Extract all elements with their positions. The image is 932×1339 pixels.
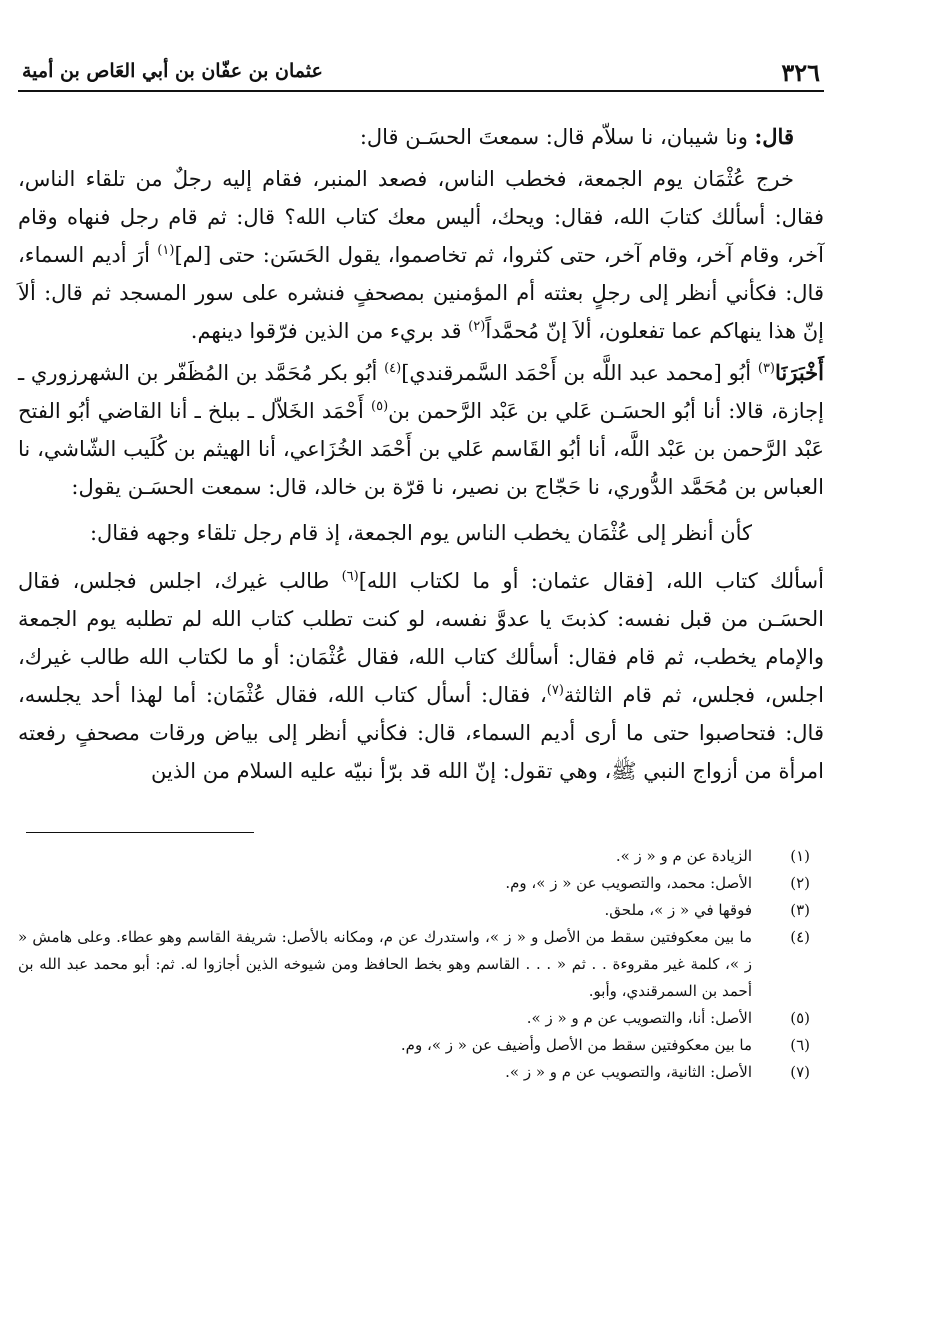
paragraph-text: ، فقال: أسأل كتاب الله، فقال عُثْمَان: أما لهذا أحد يجلسه، قال: فتحاصبوا حتى ما أرى أديم السماء، قال: فكأني أنظر إلى بياض ورقات مصحفٍ رفعته امرأة من أزواج النبي ﷺ، وهي تقول: إنّ الله قد برّأ نبيّه عليه السلام من الذين xyxy=(18,683,824,783)
footnote-number: (٢) xyxy=(790,874,810,892)
paragraph-text: خرج عُثْمَان يوم الجمعة، فخطب الناس، فصعد المنبر، فقام إليه رجلٌ من تلقاء الناس، فقال: أسألك كتابَ الله، فقال: ويحك، أليس معك كتاب الله؟ قال: ثم قام رجل فنهاه وقام آخر، وقام آخر، وقام آخر، حتى كثروا، ثم تخاصموا، يقول الحَسَن: حتى [لم] xyxy=(18,167,824,267)
paragraph-text: طالب غيرك، اجلس فجلس، فقال الحسَـن من قبل نفسه: كذبتَ يا عدوَّ نفسه، لو كنت تطلب كتاب الله لم تطلبه يوم الجمعة والإمام يخطب، ثم قام فقال: أسألك كتاب الله، فقال عُثْمَان: أو ما لكتاب الله طالب غيرك، اجلس، فجلس، ثم قام الثالثة xyxy=(18,569,824,707)
footnote-number: (١) xyxy=(790,847,810,865)
footnote-ref-4[interactable]: (٤) xyxy=(384,361,402,376)
footnote-item xyxy=(18,1059,824,1086)
footnote-text: الزيادة عن م و « ز ». xyxy=(615,847,752,865)
paragraph-text: أبُو بكر مُحَمَّد بن المُظَفّر بن الشهرزوري ـ إجازة، قالا: أنا أبُو الحسَـن عَلي بن عَبْد الرَّحمن بن xyxy=(18,361,824,423)
main-text xyxy=(18,118,824,790)
paragraph-text: أبُو [محمد عبد اللَّه بن أَحْمَد السَّمرقندي] xyxy=(401,361,758,385)
footnote-text: الأصل: محمد، والتصويب عن « ز »، وم. xyxy=(505,874,752,892)
page-header xyxy=(18,50,824,92)
running-title: عثمان بن عفّان بن أبي العَاص بن أمية xyxy=(22,60,323,82)
footnote-ref-2[interactable]: (٢) xyxy=(468,319,486,334)
paragraph-lead: أَخْبَرَنَا xyxy=(775,360,824,385)
paragraph-5 xyxy=(18,562,824,790)
footnote-number: (٤) xyxy=(790,928,810,946)
paragraph-lead: قال: xyxy=(754,124,794,149)
footnote-item xyxy=(18,870,824,897)
paragraph-text: كأن أنظر إلى عُثْمَان يخطب الناس يوم الجمعة، إذ قام رجل تلقاء وجهه فقال: xyxy=(89,521,753,545)
paragraph-1 xyxy=(18,118,824,156)
footnote-item xyxy=(18,924,824,1005)
paragraph-3 xyxy=(18,354,824,506)
footnote-divider xyxy=(26,832,254,833)
footnote-ref-3[interactable]: (٣) xyxy=(757,361,775,376)
page-number: ٣٢٦ xyxy=(781,58,820,87)
footnote-item xyxy=(18,843,824,870)
paragraph-4 xyxy=(18,514,824,552)
footnote-item xyxy=(18,1005,824,1032)
footnote-ref-5[interactable]: (٥) xyxy=(371,399,389,414)
page xyxy=(18,50,824,1086)
footnote-number: (٦) xyxy=(790,1036,810,1054)
footnote-ref-6[interactable]: (٦) xyxy=(341,569,359,584)
paragraph-text: أرَ أديم السماء، قال: فكأني أنظر إلى رجلٍ بعثته أم المؤمنين بمصحفٍ فنشره على سور المسجد ثم قال: ألاَ إنّ هذا ينهاكم عما تفعلون، ألاَ إنّ مُحمَّداً xyxy=(18,243,824,343)
paragraph-2 xyxy=(18,160,824,350)
footnote-text: الأصل: أنا، والتصويب عن م و « ز ». xyxy=(526,1009,752,1027)
paragraph-text: قد بريء من الذين فرّقوا دينهم. xyxy=(190,319,469,343)
footnote-text: ما بين معكوفتين سقط من الأصل وأضيف عن « ز »، وم. xyxy=(400,1036,752,1054)
footnote-number: (٣) xyxy=(790,901,810,919)
footnote-ref-7[interactable]: (٧) xyxy=(546,683,564,698)
paragraph-text: أَحْمَد الخَلاّل ـ ببلخ ـ أنا القاضي أبُو الفتح عَبْد الرَّحمن بن عَبْد اللَّه، أنا أبُو القَاسم عَلي بن أَحْمَد الخُزَاعي، أنا الهيثم بن كُلَيب الشّاشي، نا العباس بن مُحَمَّد الدُّوري، نا حَجّاج بن نصير، نا قرّة بن خالد، قال: سمعت الحسَـن يقول: xyxy=(18,399,824,499)
footnotes xyxy=(18,843,824,1086)
footnote-number: (٧) xyxy=(790,1063,810,1081)
footnote-text: الأصل: الثانية، والتصويب عن م و « ز ». xyxy=(505,1063,752,1081)
paragraph-text: ونا شيبان، نا سلاّم قال: سمعتَ الحسَـن قال: xyxy=(359,125,755,149)
footnote-item xyxy=(18,1032,824,1059)
paragraph-text: أسألك كتاب الله، [فقال عثمان: أو ما لكتاب الله] xyxy=(358,569,824,593)
footnote-number: (٥) xyxy=(790,1009,810,1027)
footnote-text: فوقها في « ز »، ملحق. xyxy=(604,901,752,919)
footnote-text: ما بين معكوفتين سقط من الأصل و « ز »، واستدرك عن م، ومكانه بالأصل: شريفة القاسم وهو عطاء. وعلى هامش « ز »، كلمة غير مقروءة . . ثم « . . . القاسم وهو بخط الحافظ ومن شيوخه الذين أجازوا له. ثم: أبو محمد عبد الله بن أحمد بن السمرقندي، وأبو. xyxy=(18,928,752,1000)
footnote-item xyxy=(18,897,824,924)
footnote-ref-1[interactable]: (١) xyxy=(157,243,175,258)
